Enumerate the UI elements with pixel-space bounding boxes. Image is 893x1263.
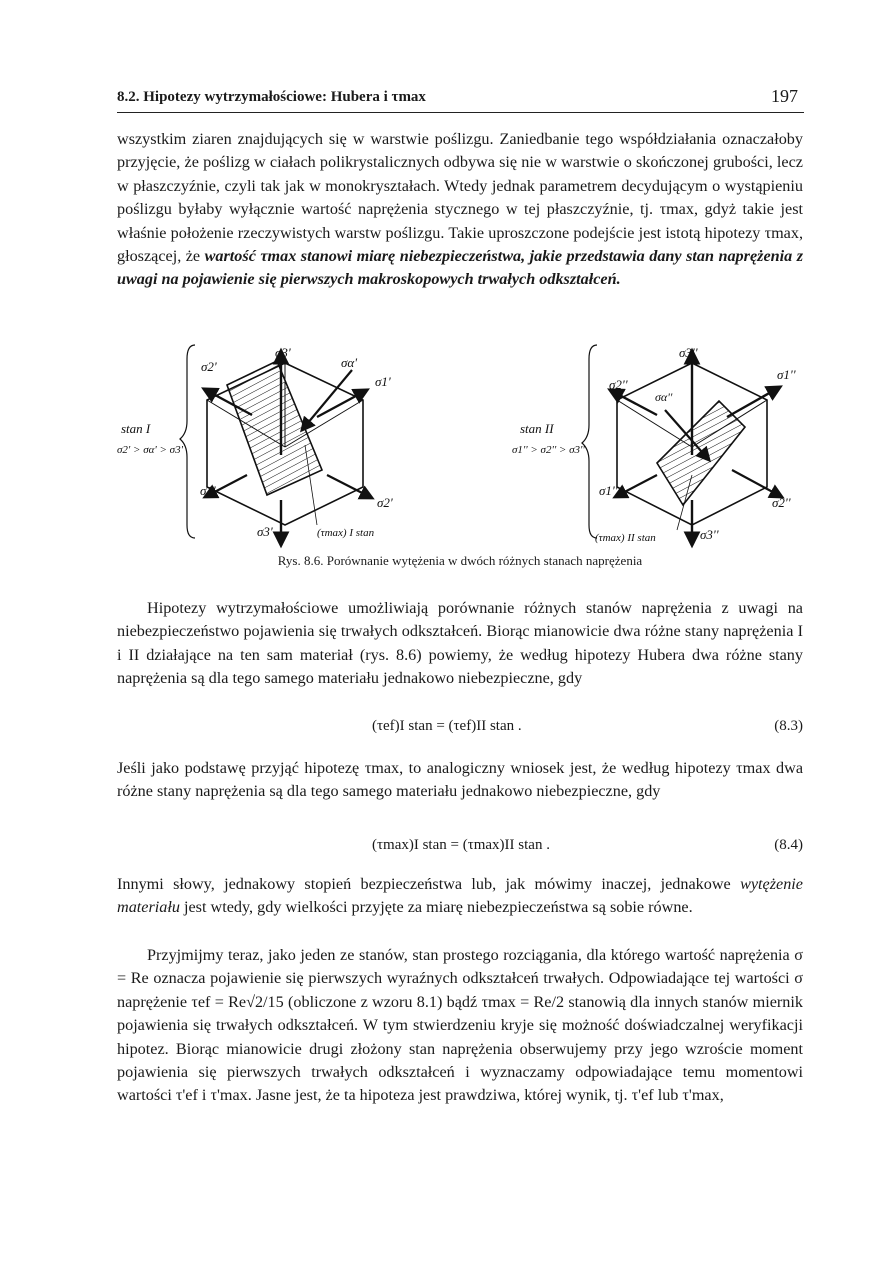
paragraph-1-emphasis: wartość τmax stanowi miarę niebezpieczeństwa, jakie przedstawia dany stan naprężenia z uwagi na pojawienie się pierwszych makroskopowych trwałych odkształceń. [117, 247, 804, 289]
state-1-label-bottom: σ3' [257, 524, 273, 539]
state-1-label-left: σ2' [201, 359, 217, 374]
paragraph-4-after: jest wtedy, gdy wielkości przyjęte za miarę niebezpieczeństwa są sobie równe. [179, 898, 693, 917]
state-1-label-botright: σ2' [377, 495, 393, 510]
state-2-arrow-right [727, 387, 780, 417]
paragraph-3: Jeśli jako podstawę przyjąć hipotezę τmax, to analogiczny wniosek jest, że według hipotezy τmax dwa różne stany naprężenia są dla tego samego materiału jednakowo niebezpieczne, gdy [117, 759, 803, 801]
state-2-label-right: σ1'' [777, 367, 796, 382]
equation-8-3-expression: (τef)I stan = (τef)II stan . [372, 718, 522, 734]
paragraph-4-before: Innymi słowy, jednakowy stopień bezpieczeństwa lub, jak mówimy inaczej, jednakowe [117, 875, 741, 893]
page-number: 197 [771, 86, 798, 106]
state-2-label-left: σ2'' [609, 377, 628, 392]
state-2-condition: σ1'' > σ2'' > σ3'' [512, 444, 585, 456]
equation-8-4-expression: (τmax)I stan = (τmax)II stan . [372, 837, 550, 853]
state-1-brace [180, 345, 195, 538]
stress-state-diagram [117, 335, 803, 550]
state-2-label-bottom: σ3'' [700, 527, 719, 542]
state-1-label-top: σ3' [275, 345, 291, 360]
paragraph-4 [117, 873, 803, 920]
state-2-label-top: σ3'' [679, 345, 698, 360]
header-title: 8.2. Hipotezy wytrzymałościowe: Hubera i τmax [117, 89, 426, 105]
state-1-condition: σ2' > σα' > σ3' [117, 444, 183, 456]
state-2-label-botright: σ2'' [772, 495, 791, 510]
state-1-name: stan I [121, 421, 151, 436]
figure-caption: Rys. 8.6. Porównanie wytężenia w dwóch różnych stanach naprężenia [277, 553, 643, 568]
state-1-tau-label: (τmax) I stan [317, 527, 375, 539]
state-1-arrow-alpha [302, 370, 352, 430]
state-1-slip-plane [227, 361, 322, 495]
state-2-brace [582, 345, 597, 538]
figure-8-6 [117, 335, 803, 550]
paragraph-1 [117, 128, 803, 292]
state-1-diagram [117, 345, 393, 545]
state-2-diagram [512, 345, 796, 545]
state-2-label-alpha: σα'' [655, 390, 673, 404]
paragraph-5: Przyjmijmy teraz, jako jeden ze stanów, stan prostego rozciągania, dla którego wartość naprężenia σ = Re oznacza pojawienie się pierwszych wyraźnych odkształceń trwałych. Odpowiadające tej wartości σ naprężenie τef = Re√2/15 (obliczone z wzoru 8.1) bądź τmax = Re/2 stanowią dla innych stanów miernik pojawienia się trwałych odkształceń. W tym stwierdzeniu kryje się możność doświadczalnej weryfikacji hipotez. Biorąc mianowicie drugi złożony stan naprężenia obserwujemy przy jego wzroście moment pojawienia się pierwszych trwałych odkształceń i wyznaczamy odpowiadające temu momentowi wartości τ'ef i τ'max. Jasne jest, że ta hipoteza jest prawdziwa, której wynik, tj. τ'ef lub τ'max, [117, 946, 803, 1105]
state-2-tau-label: (τmax) II stan [595, 532, 656, 544]
state-1-arrow-botright [327, 475, 372, 498]
state-2-label-botleft: σ1'' [599, 483, 618, 498]
paragraph-4-italic: wytężenie materiału [117, 875, 803, 917]
equation-8-4-number: (8.4) [774, 837, 803, 853]
paragraph-1-text: wszystkim ziaren znajdujących się w warstwie poślizgu. Zaniedbanie tego współdziałania oznaczałoby przyjęcie, że poślizg w ciałach polikrystalicznych odbywa się nie w warstwie o skończonej grubości, lecz w płaszczyźnie, czyli tak jak w monokryształach. Wtedy jednak parametrem decydującym o wystąpieniu poślizgu byłaby wyłącznie wartość naprężenia stycznego w tej płaszczyźnie, tj. τmax, gdyż takie jest właśnie położenie rzeczywistych warstw poślizgu. Takie uproszczone podejście jest istotą hipotezy τmax, głoszącej, że [117, 130, 803, 266]
state-1-label-right: σ1' [375, 374, 391, 389]
state-2-name: stan II [520, 421, 554, 436]
state-2-arrow-botleft [615, 475, 657, 497]
state-1-label-botleft: σ1' [200, 483, 216, 498]
equation-8-3-number: (8.3) [774, 718, 803, 734]
running-header [117, 86, 804, 113]
state-1-label-alpha: σα' [341, 355, 358, 370]
paragraph-2: Hipotezy wytrzymałościowe umożliwiają porównanie różnych stanów naprężenia z uwagi na niebezpieczeństwo pojawienia się trwałych odkształceń. Biorąc mianowicie dwa różne stany naprężenia I i II działające na ten sam materiał (rys. 8.6) powiemy, że według hipotezy Hubera dwa różne stany naprężenia są dla tego samego materiału jednakowo niebezpieczne, gdy [117, 599, 803, 688]
